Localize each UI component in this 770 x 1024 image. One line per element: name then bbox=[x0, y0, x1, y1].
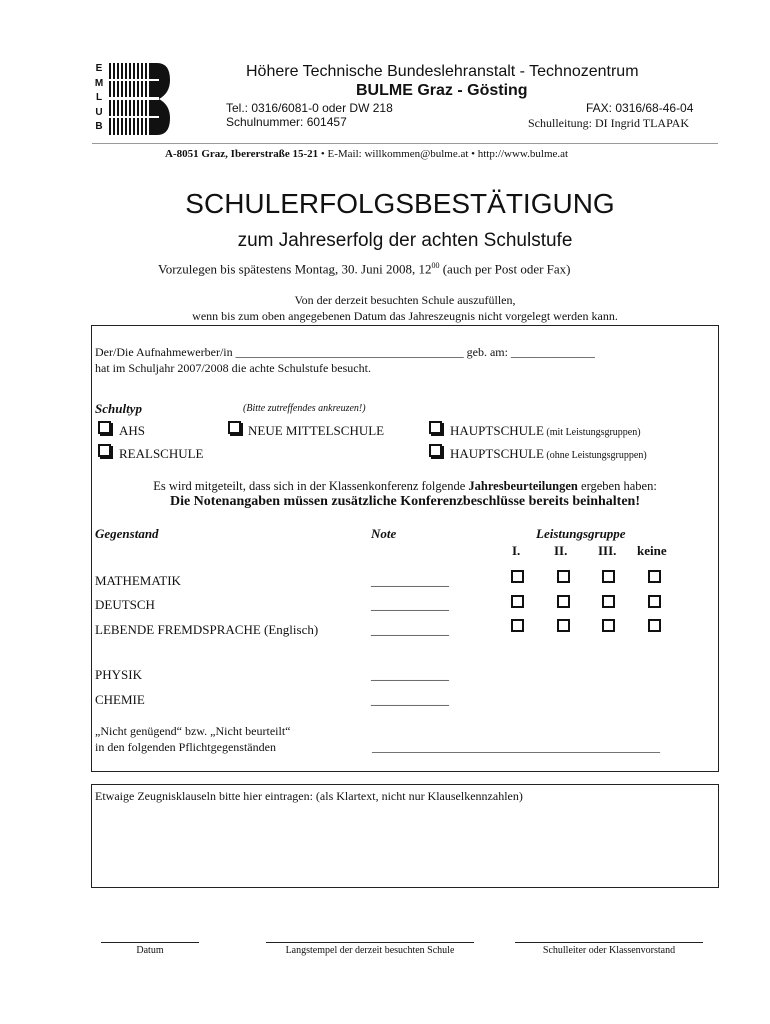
page-title: SCHULERFOLGSBESTÄTIGUNG bbox=[185, 188, 615, 219]
stamp-signature-line[interactable] bbox=[266, 942, 474, 943]
logo-letter: E bbox=[95, 63, 103, 74]
label-hauptschule-ohne-note: (ohne Leistungsgruppen) bbox=[543, 450, 647, 461]
subject-physik: PHYSIK bbox=[95, 667, 142, 682]
column-performance-group: Leistungsgruppe bbox=[536, 526, 626, 541]
grade-field-chemie[interactable]: ____________ bbox=[371, 692, 449, 707]
checkbox-sprache-group-2[interactable] bbox=[557, 619, 570, 632]
checkbox-realschule[interactable] bbox=[98, 444, 111, 457]
checkbox-hauptschule-mit[interactable] bbox=[429, 421, 442, 434]
checkbox-sprache-group-3[interactable] bbox=[602, 619, 615, 632]
conference-notice-emphasis: Die Notenangaben müssen zusätzliche Konferenzbeschlüsse bereits beinhalten! bbox=[169, 494, 641, 509]
address-line bbox=[165, 148, 568, 160]
school-type-line: Höhere Technische Bundeslehranstalt - Technozentrum bbox=[246, 63, 639, 80]
label-hauptschule-mit bbox=[450, 423, 641, 439]
school-number: Schulnummer: 601457 bbox=[226, 115, 347, 129]
deadline-minutes: 00 bbox=[431, 261, 440, 270]
subject-deutsch: DEUTSCH bbox=[95, 597, 155, 612]
grade-field-fremdsprache[interactable]: ____________ bbox=[371, 622, 449, 637]
checkbox-neue-mittelschule[interactable] bbox=[228, 421, 241, 434]
stamp-label: Langstempel der derzeit besuchten Schule bbox=[285, 945, 455, 956]
subject-chemie: CHEMIE bbox=[95, 692, 145, 707]
group-level-none: keine bbox=[637, 543, 667, 558]
label-hauptschule-ohne-main: HAUPTSCHULE bbox=[450, 446, 544, 461]
applicant-line[interactable]: Der/Die Aufnahmewerber/in ______________________________________ geb. am: ______________ bbox=[95, 345, 595, 359]
checkbox-math-group-3[interactable] bbox=[602, 570, 615, 583]
school-management: Schulleitung: DI Ingrid TLAPAK bbox=[528, 116, 689, 130]
failed-subjects-label-2: in den folgenden Pflichtgegenständen bbox=[95, 740, 276, 754]
fax-number: FAX: 0316/68-46-04 bbox=[586, 101, 694, 115]
phone-number: Tel.: 0316/6081-0 oder DW 218 bbox=[226, 101, 393, 115]
checkbox-deutsch-group-2[interactable] bbox=[557, 595, 570, 608]
group-level-3: III. bbox=[598, 543, 617, 558]
checkbox-sprache-group-none[interactable] bbox=[648, 619, 661, 632]
logo-letter: L bbox=[95, 92, 103, 103]
instructions-line1: Von der derzeit besuchten Schule auszufüllen, bbox=[294, 293, 516, 307]
checkbox-math-group-2[interactable] bbox=[557, 570, 570, 583]
logo-letter: U bbox=[95, 106, 103, 118]
header-divider bbox=[92, 143, 718, 144]
failed-subjects-label-1: „Nicht genügend“ bzw. „Nicht beurteilt“ bbox=[95, 724, 291, 738]
checkbox-deutsch-group-3[interactable] bbox=[602, 595, 615, 608]
label-realschule: REALSCHULE bbox=[119, 446, 204, 461]
logo-letter: M bbox=[94, 77, 104, 89]
group-level-2: II. bbox=[554, 543, 568, 558]
schooltype-label: Schultyp bbox=[95, 401, 142, 416]
notice-end: ergeben haben: bbox=[577, 479, 657, 493]
page-subtitle: zum Jahreserfolg der achten Schulstufe bbox=[237, 230, 573, 251]
group-level-1: I. bbox=[512, 543, 521, 558]
address-contact: • E-Mail: willkommen@bulme.at • http://www.bulme.at bbox=[318, 148, 569, 160]
label-hauptschule-mit-note: (mit Leistungsgruppen) bbox=[543, 427, 641, 438]
label-ahs: AHS bbox=[119, 423, 146, 438]
checkbox-deutsch-group-1[interactable] bbox=[511, 595, 524, 608]
checkbox-hauptschule-ohne[interactable] bbox=[429, 444, 442, 457]
conference-notice bbox=[0, 479, 770, 494]
notice-text: Es wird mitgeteilt, dass sich in der Klassenkonferenz folgende bbox=[153, 479, 469, 493]
date-label: Datum bbox=[136, 945, 164, 956]
date-signature-line[interactable] bbox=[101, 942, 199, 943]
notice-bold: Jahresbeurteilungen bbox=[468, 479, 578, 493]
checkbox-math-group-none[interactable] bbox=[648, 570, 661, 583]
deadline bbox=[158, 261, 571, 277]
subject-fremdsprache: LEBENDE FREMDSPRACHE (Englisch) bbox=[95, 622, 319, 637]
school-name: BULME Graz - Gösting bbox=[356, 82, 528, 99]
logo-letters bbox=[92, 62, 106, 135]
grade-field-deutsch[interactable]: ____________ bbox=[371, 597, 449, 612]
label-neue-mittelschule: NEUE MITTELSCHULE bbox=[248, 423, 385, 438]
school-year-line: hat im Schuljahr 2007/2008 die achte Schulstufe besucht. bbox=[95, 361, 371, 375]
address-street: A-8051 Graz, Ibererstraße 15-21 bbox=[165, 148, 319, 160]
logo-letter: B bbox=[95, 121, 103, 132]
instructions-line2: wenn bis zum oben angegebenen Datum das Jahreszeugnis nicht vorgelegt werden kann. bbox=[192, 309, 618, 323]
label-hauptschule-ohne bbox=[450, 446, 647, 462]
clauses-label: Etwaige Zeugnisklauseln bitte hier eintragen: (als Klartext, nicht nur Klauselkennzahlen) bbox=[95, 789, 523, 803]
failed-subjects-field[interactable]: ________________________________________________ bbox=[372, 740, 660, 754]
checkbox-math-group-1[interactable] bbox=[511, 570, 524, 583]
column-subject: Gegenstand bbox=[95, 526, 159, 541]
head-signature-line[interactable] bbox=[515, 942, 703, 943]
logo-b-mark bbox=[109, 63, 171, 135]
deadline-note: (auch per Post oder Fax) bbox=[439, 261, 571, 277]
column-grade: Note bbox=[371, 526, 397, 541]
checkbox-sprache-group-1[interactable] bbox=[511, 619, 524, 632]
subject-mathematik: MATHEMATIK bbox=[95, 573, 181, 588]
deadline-text: Vorzulegen bis spätestens Montag, 30. Juni 2008, 12 bbox=[158, 261, 432, 277]
label-hauptschule-mit-main: HAUPTSCHULE bbox=[450, 423, 544, 438]
schooltype-hint: (Bitte zutreffendes ankreuzen!) bbox=[243, 403, 366, 414]
checkbox-deutsch-group-none[interactable] bbox=[648, 595, 661, 608]
checkbox-ahs[interactable] bbox=[98, 421, 111, 434]
head-label: Schulleiter oder Klassenvorstand bbox=[542, 945, 676, 956]
grade-field-physik[interactable]: ____________ bbox=[371, 667, 449, 682]
grade-field-mathematik[interactable]: ____________ bbox=[371, 573, 449, 588]
